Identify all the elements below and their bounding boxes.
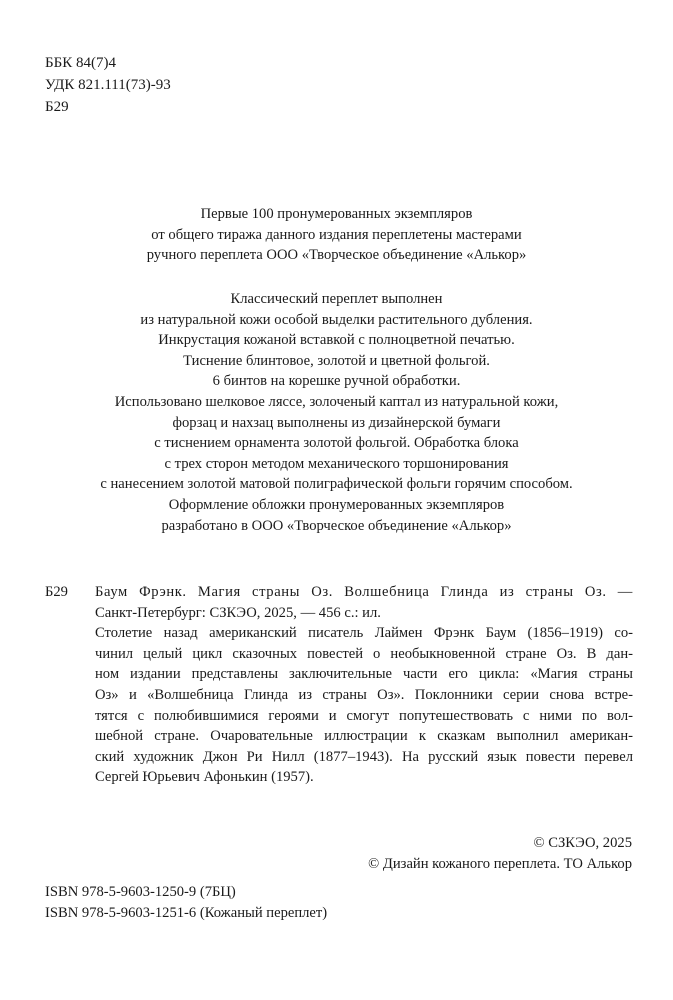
annotation-line: тятся с полюбившимися героями и смогут попутешествовать с ними по вол- (95, 707, 633, 724)
classification-block (45, 52, 171, 118)
bbk-code: ББК 84(7)4 (45, 55, 116, 71)
annotation-line: ский художник Джон Ри Нилл (1877–1943). На русский язык повести перевел (95, 748, 633, 765)
edition-note-line: от общего тиража данного издания переплетены мастерами (151, 226, 522, 243)
biblio-heading: Баум Фрэнк. Магия страны Оз. Волшебница Глинда из страны Оз. — (95, 584, 633, 600)
annotation-line: Сергей Юрьевич Афонькин (1957). (95, 769, 314, 786)
isbn-line: ISBN 978-5-9603-1251-6 (Кожаный переплет) (45, 905, 328, 921)
edition-note (40, 204, 633, 266)
binding-note-line: разработано в ООО «Творческое объединение «Алькор» (161, 517, 512, 534)
binding-note (40, 289, 633, 536)
copyright-block (368, 833, 632, 875)
annotation-line: ном издании представлены заключительные части его цикла: «Магия страны (95, 666, 633, 683)
binding-note-line: Тиснение блинтовое, золотой и цветной фольгой. (183, 352, 490, 369)
author-mark: Б29 (45, 99, 69, 115)
isbn-block (45, 882, 327, 924)
biblio-heading-row (45, 582, 633, 603)
copyright-line: © Дизайн кожаного переплета. ТО Алькор (368, 856, 632, 872)
binding-note-line: 6 бинтов на корешке ручной обработки. (212, 373, 461, 390)
bibliographic-record (45, 582, 633, 788)
binding-note-line: Классический переплет выполнен (230, 291, 443, 307)
binding-note-line: с трех сторон методом механического торшонирования (164, 455, 509, 472)
edition-note-line: Первые 100 пронумерованных экземпляров (200, 206, 473, 222)
binding-note-line: Инкрустация кожаной вставкой с полноцветной печатью. (158, 332, 515, 349)
biblio-imprint: Санкт-Петербург: СЗКЭО, 2025, — 456 с.: ил. (95, 604, 381, 621)
binding-note-line: Использовано шелковое ляссе, золоченый каптал из натуральной кожи, (114, 393, 559, 410)
binding-note-line: с нанесением золотой матовой полиграфической фольги горячим способом. (100, 476, 573, 493)
binding-note-line: из натуральной кожи особой выделки растительного дубления. (140, 311, 533, 328)
biblio-code: Б29 (45, 584, 68, 600)
binding-note-line: форзац и нахзац выполнены из дизайнерской бумаги (172, 414, 501, 431)
udk-code: УДК 821.111(73)-93 (45, 77, 171, 93)
isbn-line: ISBN 978-5-9603-1250-9 (7БЦ) (45, 884, 236, 900)
edition-note-line: ручного переплета ООО «Творческое объединение «Алькор» (146, 247, 527, 264)
annotation-line: чинил целый цикл сказочных повестей о необыкновенной стране Оз. В дан- (95, 645, 633, 662)
annotation-line: Оз» и «Волшебница Глинда из страны Оз». Поклонники серии снова встре- (95, 686, 633, 703)
binding-note-line: Оформление обложки пронумерованных экземпляров (168, 496, 505, 513)
binding-note-line: с тиснением орнамента золотой фольгой. Обработка блока (154, 435, 519, 452)
annotation-line: шебной стране. Очаровательные иллюстрации к сказкам выполнил американ- (95, 728, 633, 745)
copyright-line: © СЗКЭО, 2025 (533, 835, 632, 851)
annotation-line: Столетие назад американский писатель Лаймен Фрэнк Баум (1856–1919) со- (95, 625, 633, 642)
